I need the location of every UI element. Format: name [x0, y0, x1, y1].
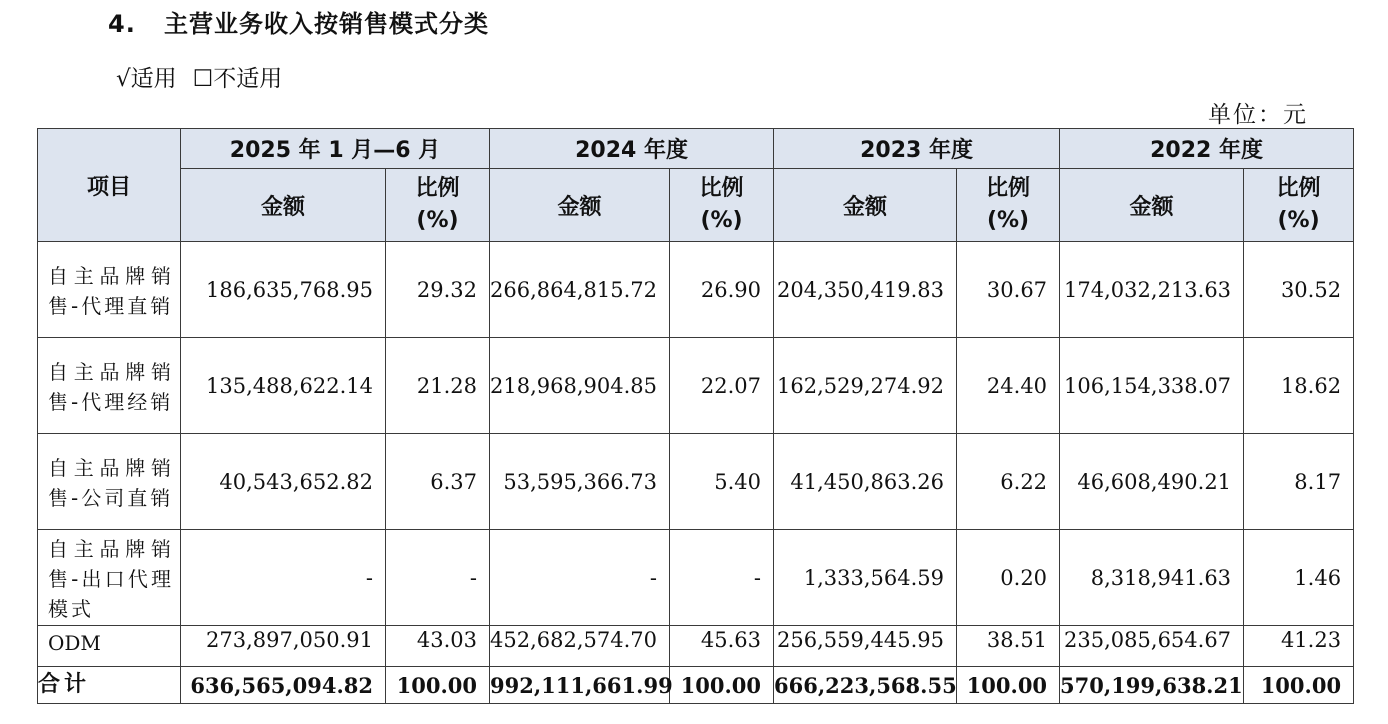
period-header: 2024 年度	[490, 129, 774, 169]
amount-cell: 41,450,863.26	[774, 434, 957, 530]
amount-cell: 8,318,941.63	[1060, 530, 1244, 626]
ratio-cell: 5.40	[670, 434, 774, 530]
ratio-header-label: 比例	[1276, 176, 1321, 201]
ratio-cell: 30.67	[957, 242, 1060, 338]
amount-cell: 218,968,904.85	[490, 338, 670, 434]
amount-cell: 992,111,661.99	[490, 667, 670, 704]
amount-cell: 1,333,564.59	[774, 530, 957, 626]
amount-cell: 40,543,652.82	[181, 434, 386, 530]
amount-cell: 452,682,574.70	[490, 626, 670, 667]
ratio-cell: 6.37	[386, 434, 490, 530]
table-row	[38, 242, 1354, 338]
applicable-option: √适用	[116, 66, 177, 92]
amount-cell: 135,488,622.14	[181, 338, 386, 434]
amount-header: 金额	[490, 169, 670, 242]
section-heading	[108, 4, 489, 39]
table-body	[38, 242, 1354, 704]
ratio-cell: 24.40	[957, 338, 1060, 434]
not-applicable-option: ☐不适用	[192, 66, 283, 92]
ratio-cell: 26.90	[670, 242, 774, 338]
ratio-header	[386, 169, 490, 242]
amount-header: 金额	[181, 169, 386, 242]
ratio-header-label: 比例	[415, 176, 460, 201]
ratio-cell: 45.63	[670, 626, 774, 667]
ratio-cell: 41.23	[1244, 626, 1354, 667]
subheader-row	[38, 169, 1354, 242]
section-number: 4.	[108, 10, 136, 38]
amount-cell: 106,154,338.07	[1060, 338, 1244, 434]
table-row	[38, 530, 1354, 626]
row-item-label: 自主品牌销售-公司直销	[38, 434, 181, 530]
ratio-cell: -	[670, 530, 774, 626]
ratio-header-unit: (%)	[416, 208, 459, 233]
amount-header: 金额	[1060, 169, 1244, 242]
amount-cell: 266,864,815.72	[490, 242, 670, 338]
total-row	[38, 667, 1354, 704]
ratio-cell: 100.00	[1244, 667, 1354, 704]
amount-cell: -	[181, 530, 386, 626]
ratio-cell: 6.22	[957, 434, 1060, 530]
section-title: 主营业务收入按销售模式分类	[164, 10, 489, 38]
amount-cell: 636,565,094.82	[181, 667, 386, 704]
amount-cell: 570,199,638.21	[1060, 667, 1244, 704]
period-header: 2022 年度	[1060, 129, 1354, 169]
amount-cell: 162,529,274.92	[774, 338, 957, 434]
ratio-cell: 1.46	[1244, 530, 1354, 626]
table-row	[38, 626, 1354, 667]
table-row	[38, 338, 1354, 434]
ratio-cell: 38.51	[957, 626, 1060, 667]
ratio-header-unit: (%)	[700, 208, 743, 233]
row-item-label: 自主品牌销售-代理直销	[38, 242, 181, 338]
ratio-header-unit: (%)	[1277, 208, 1320, 233]
ratio-cell: 0.20	[957, 530, 1060, 626]
row-item-label: 自主品牌销售-出口代理模式	[38, 530, 181, 626]
ratio-header	[957, 169, 1060, 242]
ratio-header-unit: (%)	[986, 208, 1030, 233]
amount-cell: 273,897,050.91	[181, 626, 386, 667]
amount-cell: 235,085,654.67	[1060, 626, 1244, 667]
ratio-header	[670, 169, 774, 242]
ratio-header-label: 比例	[986, 176, 1031, 201]
amount-cell: 186,635,768.95	[181, 242, 386, 338]
amount-cell: 204,350,419.83	[774, 242, 957, 338]
ratio-cell: 100.00	[386, 667, 490, 704]
amount-cell: 256,559,445.95	[774, 626, 957, 667]
ratio-cell: 8.17	[1244, 434, 1354, 530]
revenue-by-sales-mode-table	[37, 128, 1354, 704]
item-header: 项目	[38, 129, 181, 242]
ratio-cell: 18.62	[1244, 338, 1354, 434]
ratio-cell: 30.52	[1244, 242, 1354, 338]
ratio-cell: -	[386, 530, 490, 626]
amount-cell: 53,595,366.73	[490, 434, 670, 530]
ratio-cell: 100.00	[670, 667, 774, 704]
period-header: 2025 年 1 月—6 月	[181, 129, 490, 169]
ratio-cell: 100.00	[957, 667, 1060, 704]
table-row	[38, 434, 1354, 530]
amount-header: 金额	[774, 169, 957, 242]
ratio-header-label: 比例	[699, 176, 744, 201]
amount-cell: 666,223,568.55	[774, 667, 957, 704]
ratio-cell: 29.32	[386, 242, 490, 338]
unit-label: 单位：元	[1208, 102, 1308, 128]
period-header: 2023 年度	[774, 129, 1060, 169]
row-item-label: 合计	[38, 667, 181, 704]
ratio-cell: 21.28	[386, 338, 490, 434]
ratio-cell: 43.03	[386, 626, 490, 667]
applicability-options	[116, 60, 298, 93]
row-item-label: 自主品牌销售-代理经销	[38, 338, 181, 434]
amount-cell: 46,608,490.21	[1060, 434, 1244, 530]
amount-cell: -	[490, 530, 670, 626]
row-item-label: ODM	[38, 626, 181, 667]
ratio-cell: 22.07	[670, 338, 774, 434]
amount-cell: 174,032,213.63	[1060, 242, 1244, 338]
ratio-header	[1244, 169, 1354, 242]
